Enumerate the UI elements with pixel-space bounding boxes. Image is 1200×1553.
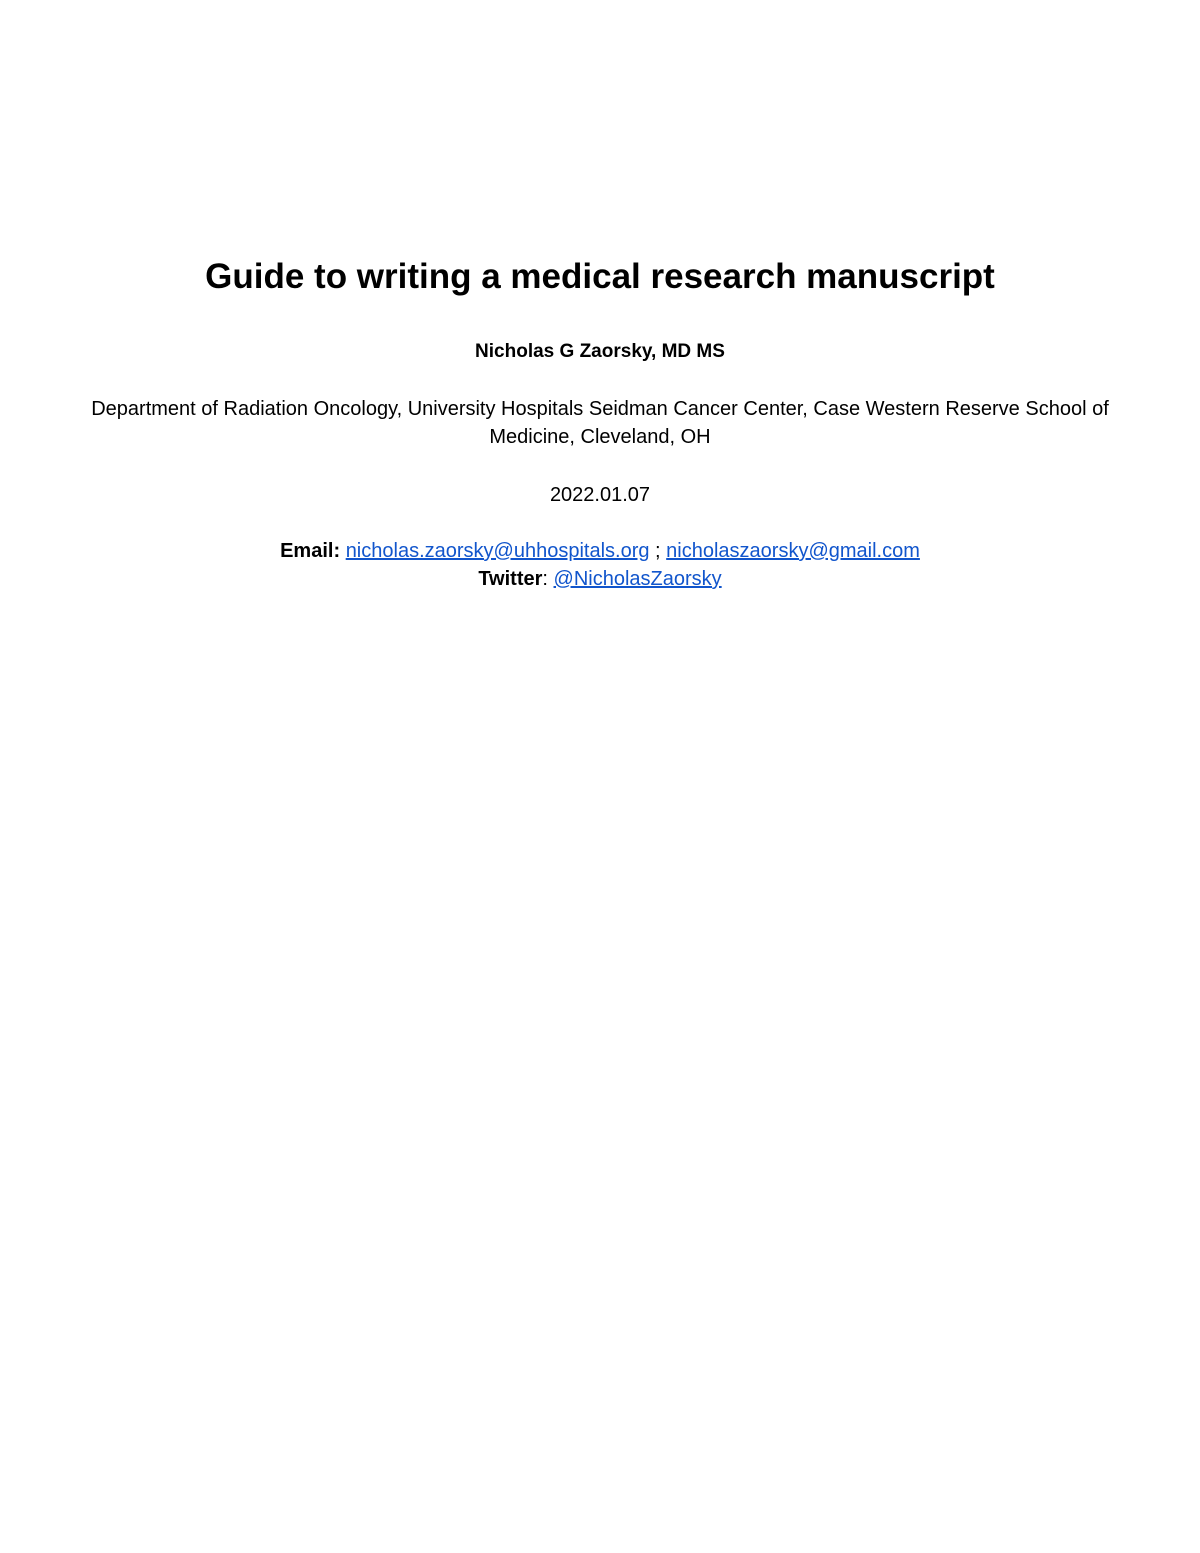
twitter-handle-link[interactable]: @NicholasZaorsky [553,568,722,590]
email-link-secondary[interactable]: nicholaszaorsky@gmail.com [666,540,920,562]
author-affiliation: Department of Radiation Oncology, University Hospitals Seidman Cancer Center, Case Western Reserve School of Medicine, Cleveland, OH [91,398,1109,448]
email-separator: ; [655,540,661,562]
document-date: 2022.01.07 [549,484,651,506]
twitter-colon: : [542,568,548,590]
email-label: Email: [280,540,341,562]
email-link-primary[interactable]: nicholas.zaorsky@uhhospitals.org [345,540,650,562]
email-line [0,537,1200,565]
contact-block [0,537,1200,593]
twitter-label: Twitter [478,568,543,590]
twitter-line [0,565,1200,593]
author-name: Nicholas G Zaorsky, MD MS [475,341,725,362]
document-title: Guide to writing a medical research manuscript [205,257,995,296]
